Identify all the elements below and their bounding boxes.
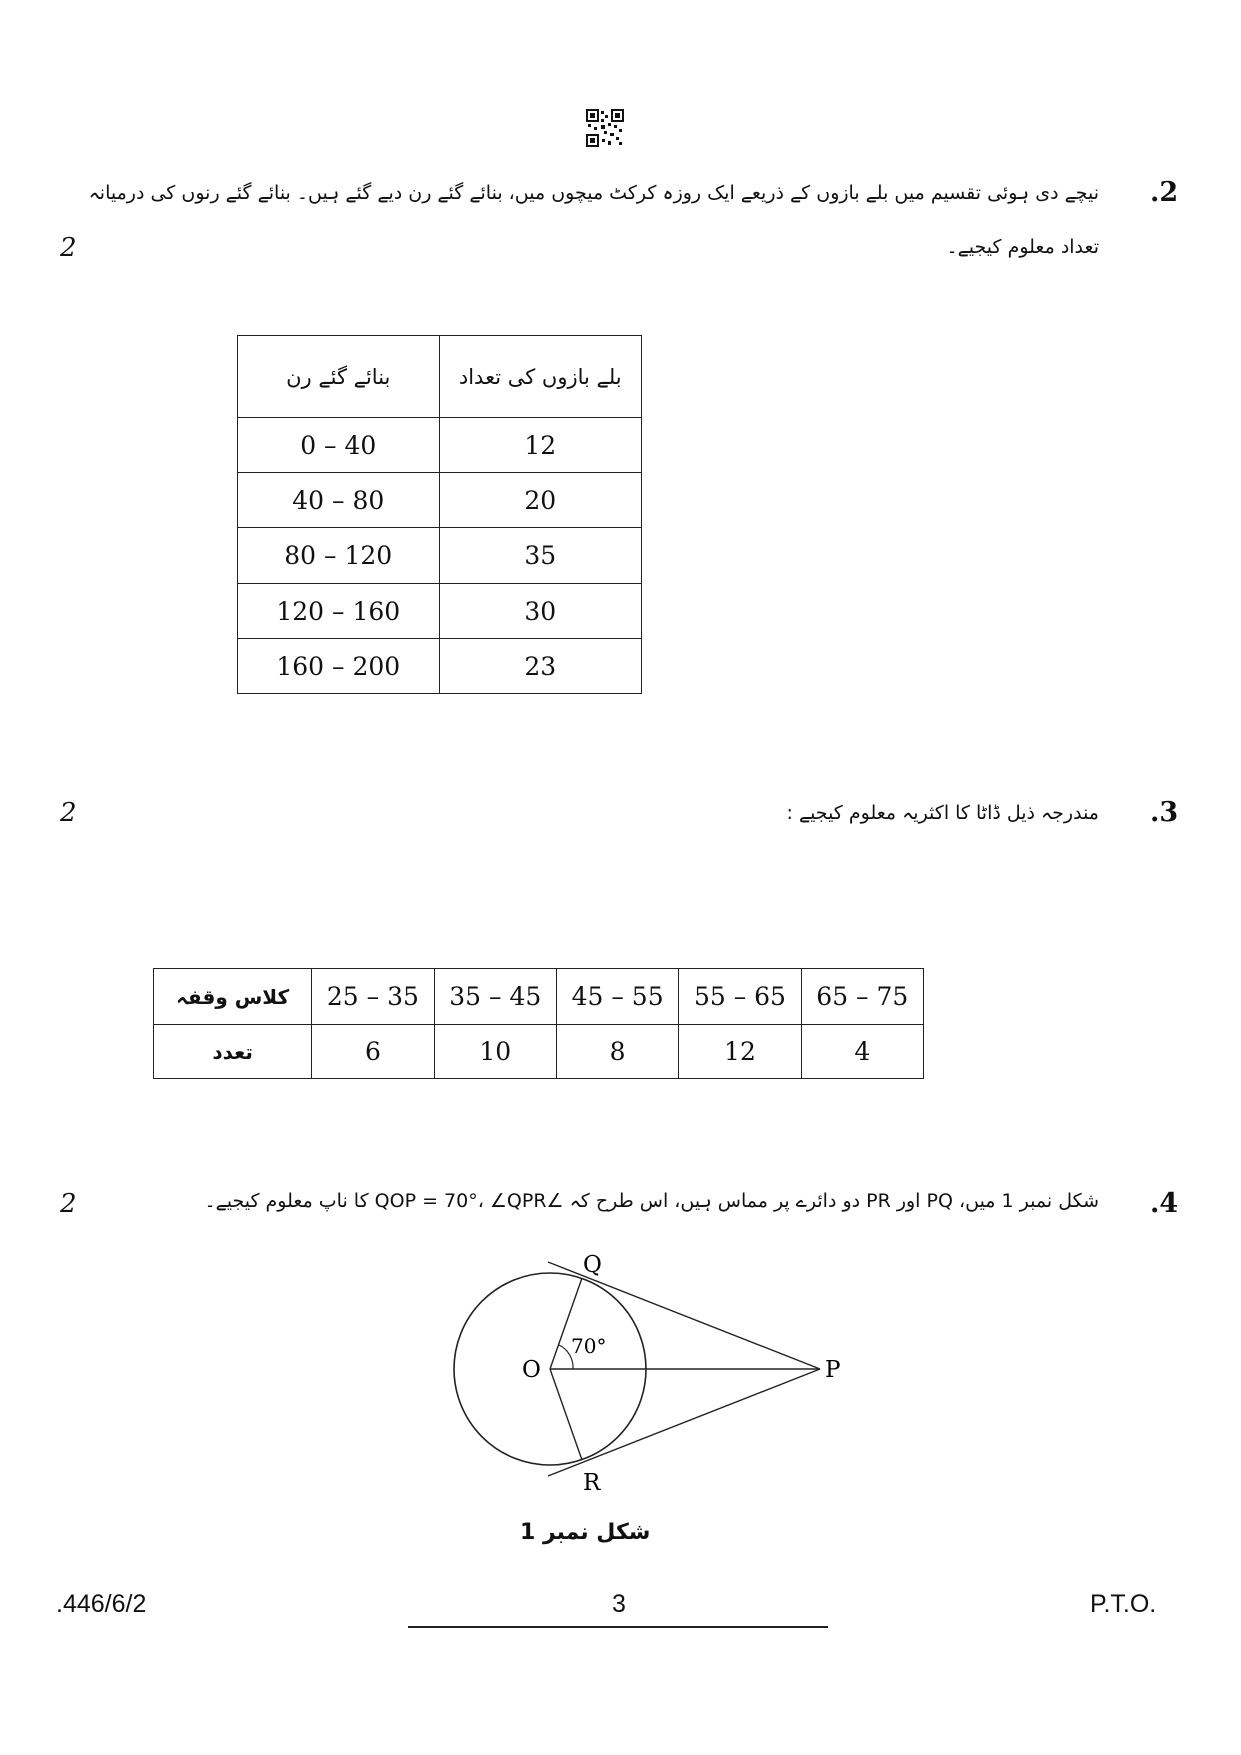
question-4-text: شکل نمبر 1 میں، PQ اور PR دو دائرے پر مماس ہیں، اس طرح کہ ∠QOP = 70°، ∠QPR کا ناپ معلوم کیجیے۔ [204,1190,1099,1212]
runs-cell: 40 – 80 [238,473,440,528]
batsmen-cell: 30 [439,584,642,639]
tangent-figure [440,1250,870,1500]
table-row [238,528,642,584]
frequency-cell: 10 [434,1025,556,1079]
runs-distribution-table [237,335,642,694]
question-2-marks: 2 [60,233,77,263]
header-runs: بنائے گئے رن [238,336,440,418]
header-batsmen: بلے بازوں کی تعداد [439,336,642,418]
frequency-cell: 8 [556,1025,678,1079]
table-header-row [238,336,642,418]
batsmen-cell: 20 [439,473,642,528]
frequency-row [154,1025,924,1079]
point-p-label: P [825,1357,841,1383]
frequency-cell: 12 [679,1025,801,1079]
qr-code-icon [586,109,624,147]
table-row [238,584,642,639]
question-3-number: .3 [1150,797,1179,828]
runs-cell: 160 – 200 [238,639,440,694]
angle-label: 70° [571,1334,607,1358]
question-4-marks: 2 [60,1189,77,1219]
runs-cell: 0 – 40 [238,418,440,473]
table-row [238,639,642,694]
table-row [238,473,642,528]
frequency-cell: 4 [801,1025,923,1079]
class-cell: 45 – 55 [556,969,678,1025]
question-3-text: مندرجہ ذیل ڈاٹا کا اکثریہ معلوم کیجیے : [786,802,1099,824]
question-4-number: .4 [1150,1188,1179,1219]
class-cell: 55 – 65 [679,969,801,1025]
class-cell: 35 – 45 [434,969,556,1025]
page-number: 3 [612,1590,626,1618]
runs-cell: 80 – 120 [238,528,440,584]
footer-divider [408,1626,828,1628]
batsmen-cell: 12 [439,418,642,473]
class-interval-label: کلاس وقفہ [154,969,312,1025]
frequency-cell: 6 [312,1025,434,1079]
question-3-marks: 2 [60,798,77,828]
point-q-label: Q [583,1252,602,1278]
class-frequency-table [153,968,924,1079]
paper-code: .446/6/2 [56,1590,147,1618]
table-row [238,418,642,473]
question-2-text-line1: نیچے دی ہوئی تقسیم میں بلے بازوں کے ذریعے ایک روزہ کرکٹ میچوں میں، بنائے گئے رن دیے گئے ہیں۔ بنائے گئے رنوں کی درمیانہ [88,182,1099,204]
pto-label: P.T.O. [1090,1590,1157,1618]
runs-cell: 120 – 160 [238,584,440,639]
point-o-label: O [522,1357,541,1383]
question-2-number: .2 [1150,177,1179,208]
class-cell: 65 – 75 [801,969,923,1025]
batsmen-cell: 35 [439,528,642,584]
class-cell: 25 – 35 [312,969,434,1025]
batsmen-cell: 23 [439,639,642,694]
question-2-text-line2: تعداد معلوم کیجیے۔ [946,236,1099,258]
figure-caption: شکل نمبر 1 [520,1520,651,1545]
point-r-label: R [583,1470,601,1496]
frequency-label: تعدد [154,1025,312,1079]
class-row [154,969,924,1025]
radius-or [550,1369,582,1460]
tangent-line-pr [548,1369,820,1476]
